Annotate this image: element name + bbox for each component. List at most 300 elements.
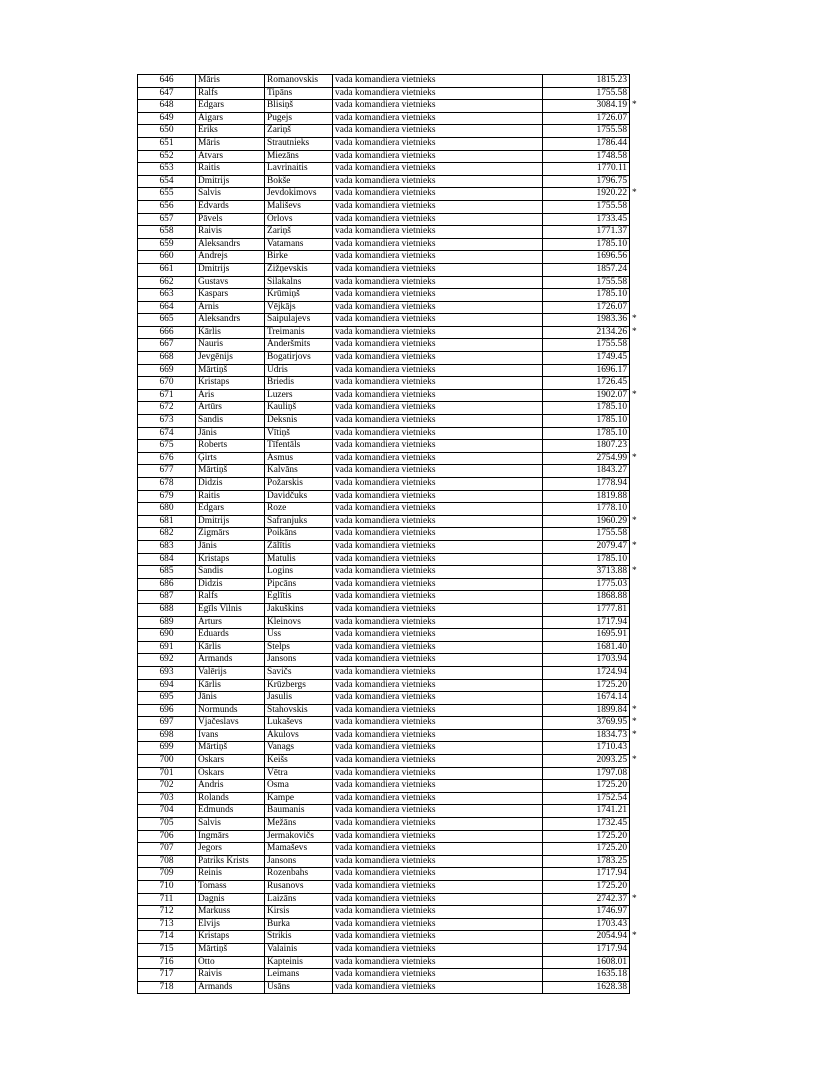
last-name-cell: Ūdris bbox=[265, 364, 333, 377]
last-name-cell: Mališevs bbox=[265, 200, 333, 213]
position-cell: vada komandiera vietnieks bbox=[333, 566, 543, 579]
position-cell: vada komandiera vietnieks bbox=[333, 956, 543, 969]
position-cell: vada komandiera vietnieks bbox=[333, 742, 543, 755]
position-cell: vada komandiera vietnieks bbox=[333, 415, 543, 428]
row-number-cell: 708 bbox=[138, 855, 196, 868]
table-row bbox=[138, 881, 644, 894]
last-name-cell: Pipcāns bbox=[265, 578, 333, 591]
position-cell: vada komandiera vietnieks bbox=[333, 75, 543, 88]
note-mark-cell bbox=[630, 503, 644, 516]
table-row bbox=[138, 150, 644, 163]
row-number-cell: 701 bbox=[138, 767, 196, 780]
note-mark-cell: * bbox=[632, 729, 637, 740]
salary-cell: 1755.58 bbox=[543, 200, 630, 213]
row-number-cell: 652 bbox=[138, 150, 196, 163]
table-row bbox=[138, 112, 644, 125]
position-cell: vada komandiera vietnieks bbox=[333, 969, 543, 982]
table-row bbox=[138, 200, 644, 213]
first-name-cell: Atvars bbox=[196, 150, 265, 163]
row-number-cell: 677 bbox=[138, 465, 196, 478]
salary-cell: 1752.54 bbox=[543, 792, 630, 805]
last-name-cell: Zālītis bbox=[265, 540, 333, 553]
position-cell: vada komandiera vietnieks bbox=[333, 641, 543, 654]
note-mark-cell bbox=[630, 528, 644, 541]
first-name-cell: Edvards bbox=[196, 200, 265, 213]
table-row bbox=[138, 503, 644, 516]
note-mark-cell bbox=[630, 629, 644, 642]
last-name-cell: Valainis bbox=[265, 943, 333, 956]
first-name-cell: Arturs bbox=[196, 616, 265, 629]
table-row bbox=[138, 981, 644, 994]
note-mark-cell bbox=[630, 679, 644, 692]
salary-cell: 1920.22 bbox=[543, 188, 630, 201]
last-name-cell: Vējkājs bbox=[265, 301, 333, 314]
note-mark-cell bbox=[630, 200, 644, 213]
last-name-cell: Stahovskis bbox=[265, 704, 333, 717]
first-name-cell: Andris bbox=[196, 780, 265, 793]
first-name-cell: Jānis bbox=[196, 692, 265, 705]
table-row bbox=[138, 969, 644, 982]
first-name-cell: Jegors bbox=[196, 843, 265, 856]
last-name-cell: Lavrinaitis bbox=[265, 163, 333, 176]
last-name-cell: Strikis bbox=[265, 931, 333, 944]
last-name-cell: Kapteinis bbox=[265, 956, 333, 969]
note-mark-cell: * bbox=[632, 326, 637, 337]
first-name-cell: Didzis bbox=[196, 478, 265, 491]
table-row bbox=[138, 805, 644, 818]
first-name-cell: Dmitrijs bbox=[196, 175, 265, 188]
table-row bbox=[138, 188, 644, 201]
first-name-cell: Kārlis bbox=[196, 326, 265, 339]
table-row bbox=[138, 301, 644, 314]
last-name-cell: Jansons bbox=[265, 654, 333, 667]
position-cell: vada komandiera vietnieks bbox=[333, 931, 543, 944]
last-name-cell: Mežāns bbox=[265, 818, 333, 831]
note-mark-cell bbox=[630, 263, 644, 276]
table-row bbox=[138, 742, 644, 755]
position-cell: vada komandiera vietnieks bbox=[333, 137, 543, 150]
note-mark-cell bbox=[630, 150, 644, 163]
first-name-cell: Vjačeslavs bbox=[196, 717, 265, 730]
last-name-cell: Osma bbox=[265, 780, 333, 793]
table-row bbox=[138, 251, 644, 264]
first-name-cell: Armands bbox=[196, 654, 265, 667]
table-row bbox=[138, 729, 644, 742]
last-name-cell: Asmus bbox=[265, 452, 333, 465]
first-name-cell: Kristaps bbox=[196, 553, 265, 566]
last-name-cell: Safranjuks bbox=[265, 515, 333, 528]
table-row bbox=[138, 780, 644, 793]
position-cell: vada komandiera vietnieks bbox=[333, 855, 543, 868]
table-row bbox=[138, 263, 644, 276]
first-name-cell: Roberts bbox=[196, 440, 265, 453]
row-number-cell: 700 bbox=[138, 755, 196, 768]
table-row bbox=[138, 528, 644, 541]
salary-cell: 1696.17 bbox=[543, 364, 630, 377]
salary-cell: 1703.43 bbox=[543, 918, 630, 931]
salary-cell: 1725.20 bbox=[543, 881, 630, 894]
first-name-cell: Ēriks bbox=[196, 125, 265, 138]
first-name-cell: Mārtiņš bbox=[196, 742, 265, 755]
position-cell: vada komandiera vietnieks bbox=[333, 692, 543, 705]
last-name-cell: Jermakovičs bbox=[265, 830, 333, 843]
row-number-cell: 660 bbox=[138, 251, 196, 264]
position-cell: vada komandiera vietnieks bbox=[333, 780, 543, 793]
position-cell: vada komandiera vietnieks bbox=[333, 654, 543, 667]
table-row bbox=[138, 603, 644, 616]
row-number-cell: 678 bbox=[138, 478, 196, 491]
position-cell: vada komandiera vietnieks bbox=[333, 805, 543, 818]
position-cell: vada komandiera vietnieks bbox=[333, 276, 543, 289]
last-name-cell: Silakalns bbox=[265, 276, 333, 289]
note-mark-cell bbox=[630, 591, 644, 604]
salary-cell: 1717.94 bbox=[543, 943, 630, 956]
table-row bbox=[138, 666, 644, 679]
note-mark-cell bbox=[630, 125, 644, 138]
note-mark-cell bbox=[630, 956, 644, 969]
row-number-cell: 687 bbox=[138, 591, 196, 604]
position-cell: vada komandiera vietnieks bbox=[333, 666, 543, 679]
table-row bbox=[138, 755, 644, 768]
salary-cell: 1807.23 bbox=[543, 440, 630, 453]
position-cell: vada komandiera vietnieks bbox=[333, 616, 543, 629]
note-mark-cell bbox=[630, 780, 644, 793]
salary-cell: 1785.10 bbox=[543, 427, 630, 440]
table-row bbox=[138, 591, 644, 604]
salary-cell: 1726.07 bbox=[543, 112, 630, 125]
last-name-cell: Bokše bbox=[265, 175, 333, 188]
last-name-cell: Krūzbergs bbox=[265, 679, 333, 692]
table-row bbox=[138, 339, 644, 352]
first-name-cell: Gustavs bbox=[196, 276, 265, 289]
salary-cell: 1783.25 bbox=[543, 855, 630, 868]
position-cell: vada komandiera vietnieks bbox=[333, 755, 543, 768]
last-name-cell: Kalvāns bbox=[265, 465, 333, 478]
note-mark-cell bbox=[630, 906, 644, 919]
note-mark-cell bbox=[630, 175, 644, 188]
table-row bbox=[138, 629, 644, 642]
row-number-cell: 683 bbox=[138, 540, 196, 553]
note-mark-cell: * bbox=[632, 704, 637, 715]
last-name-cell: Kirsis bbox=[265, 906, 333, 919]
note-mark-cell bbox=[630, 465, 644, 478]
note-mark-cell bbox=[630, 553, 644, 566]
note-mark-cell bbox=[630, 490, 644, 503]
row-number-cell: 710 bbox=[138, 881, 196, 894]
position-cell: vada komandiera vietnieks bbox=[333, 213, 543, 226]
position-cell: vada komandiera vietnieks bbox=[333, 717, 543, 730]
first-name-cell: Dagnis bbox=[196, 893, 265, 906]
salary-cell: 1868.88 bbox=[543, 591, 630, 604]
salary-cell: 1785.10 bbox=[543, 402, 630, 415]
row-number-cell: 682 bbox=[138, 528, 196, 541]
first-name-cell: Armands bbox=[196, 981, 265, 994]
note-mark-cell: * bbox=[632, 566, 637, 577]
salary-cell: 2134.26 bbox=[543, 326, 630, 339]
table-row bbox=[138, 377, 644, 390]
salary-cell: 1695.91 bbox=[543, 629, 630, 642]
salary-cell: 3084.19 bbox=[543, 100, 630, 113]
last-name-cell: Strautnieks bbox=[265, 137, 333, 150]
row-number-cell: 715 bbox=[138, 943, 196, 956]
table-row bbox=[138, 389, 644, 402]
position-cell: vada komandiera vietnieks bbox=[333, 818, 543, 831]
last-name-cell: Briedis bbox=[265, 377, 333, 390]
note-mark-cell bbox=[630, 918, 644, 931]
first-name-cell: Sandis bbox=[196, 415, 265, 428]
employee-table-body bbox=[138, 75, 644, 994]
table-row bbox=[138, 452, 644, 465]
note-mark-cell bbox=[630, 276, 644, 289]
first-name-cell: Kārlis bbox=[196, 641, 265, 654]
row-number-cell: 646 bbox=[138, 75, 196, 88]
salary-cell: 1902.07 bbox=[543, 389, 630, 402]
first-name-cell: Aleksandrs bbox=[196, 314, 265, 327]
table-row bbox=[138, 868, 644, 881]
table-row bbox=[138, 918, 644, 931]
table-row bbox=[138, 465, 644, 478]
salary-cell: 1681.40 bbox=[543, 641, 630, 654]
row-number-cell: 693 bbox=[138, 666, 196, 679]
row-number-cell: 714 bbox=[138, 931, 196, 944]
table-row bbox=[138, 818, 644, 831]
table-row bbox=[138, 843, 644, 856]
last-name-cell: Eglītis bbox=[265, 591, 333, 604]
first-name-cell: Didzis bbox=[196, 578, 265, 591]
row-number-cell: 669 bbox=[138, 364, 196, 377]
salary-cell: 1703.94 bbox=[543, 654, 630, 667]
row-number-cell: 672 bbox=[138, 402, 196, 415]
position-cell: vada komandiera vietnieks bbox=[333, 729, 543, 742]
table-row bbox=[138, 478, 644, 491]
table-row bbox=[138, 515, 644, 528]
position-cell: vada komandiera vietnieks bbox=[333, 352, 543, 365]
row-number-cell: 651 bbox=[138, 137, 196, 150]
note-mark-cell bbox=[630, 868, 644, 881]
note-mark-cell bbox=[630, 301, 644, 314]
first-name-cell: Ralfs bbox=[196, 87, 265, 100]
note-mark-cell bbox=[630, 137, 644, 150]
note-mark-cell bbox=[630, 364, 644, 377]
position-cell: vada komandiera vietnieks bbox=[333, 402, 543, 415]
salary-cell: 1777.81 bbox=[543, 603, 630, 616]
row-number-cell: 684 bbox=[138, 553, 196, 566]
first-name-cell: Raivis bbox=[196, 969, 265, 982]
last-name-cell: Matulis bbox=[265, 553, 333, 566]
note-mark-cell: * bbox=[632, 188, 637, 199]
table-row bbox=[138, 717, 644, 730]
salary-cell: 1755.58 bbox=[543, 125, 630, 138]
note-mark-cell bbox=[630, 75, 644, 88]
position-cell: vada komandiera vietnieks bbox=[333, 906, 543, 919]
note-mark-cell bbox=[630, 692, 644, 705]
salary-cell: 1785.10 bbox=[543, 238, 630, 251]
row-number-cell: 695 bbox=[138, 692, 196, 705]
position-cell: vada komandiera vietnieks bbox=[333, 326, 543, 339]
last-name-cell: Vētra bbox=[265, 767, 333, 780]
first-name-cell: Arnis bbox=[196, 301, 265, 314]
salary-cell: 1960.29 bbox=[543, 515, 630, 528]
salary-cell: 1726.07 bbox=[543, 301, 630, 314]
position-cell: vada komandiera vietnieks bbox=[333, 603, 543, 616]
salary-cell: 1746.97 bbox=[543, 906, 630, 919]
salary-cell: 2054.94 bbox=[543, 931, 630, 944]
last-name-cell: Pugejs bbox=[265, 112, 333, 125]
last-name-cell: Žižņevskis bbox=[265, 263, 333, 276]
row-number-cell: 681 bbox=[138, 515, 196, 528]
row-number-cell: 694 bbox=[138, 679, 196, 692]
last-name-cell: Treimanis bbox=[265, 326, 333, 339]
note-mark-cell bbox=[630, 981, 644, 994]
note-mark-cell bbox=[630, 352, 644, 365]
first-name-cell: Eduards bbox=[196, 629, 265, 642]
salary-cell: 1635.18 bbox=[543, 969, 630, 982]
salary-cell: 1724.94 bbox=[543, 666, 630, 679]
salary-cell: 1741.21 bbox=[543, 805, 630, 818]
first-name-cell: Normunds bbox=[196, 704, 265, 717]
note-mark-cell: * bbox=[632, 893, 637, 904]
row-number-cell: 673 bbox=[138, 415, 196, 428]
row-number-cell: 692 bbox=[138, 654, 196, 667]
row-number-cell: 663 bbox=[138, 289, 196, 302]
salary-cell: 1628.38 bbox=[543, 981, 630, 994]
table-row bbox=[138, 226, 644, 239]
table-row bbox=[138, 163, 644, 176]
last-name-cell: Mamaševs bbox=[265, 843, 333, 856]
salary-cell: 1696.56 bbox=[543, 251, 630, 264]
first-name-cell: Ivans bbox=[196, 729, 265, 742]
note-mark-cell: * bbox=[632, 515, 637, 526]
row-number-cell: 716 bbox=[138, 956, 196, 969]
last-name-cell: Uss bbox=[265, 629, 333, 642]
salary-cell: 1725.20 bbox=[543, 780, 630, 793]
note-mark-cell bbox=[630, 830, 644, 843]
salary-cell: 1775.03 bbox=[543, 578, 630, 591]
position-cell: vada komandiera vietnieks bbox=[333, 238, 543, 251]
note-mark-cell bbox=[630, 402, 644, 415]
salary-cell: 1717.94 bbox=[543, 616, 630, 629]
first-name-cell: Edmunds bbox=[196, 805, 265, 818]
last-name-cell: Jevdokimovs bbox=[265, 188, 333, 201]
last-name-cell: Luzers bbox=[265, 389, 333, 402]
salary-cell: 1725.20 bbox=[543, 679, 630, 692]
position-cell: vada komandiera vietnieks bbox=[333, 150, 543, 163]
row-number-cell: 718 bbox=[138, 981, 196, 994]
position-cell: vada komandiera vietnieks bbox=[333, 263, 543, 276]
row-number-cell: 680 bbox=[138, 503, 196, 516]
position-cell: vada komandiera vietnieks bbox=[333, 452, 543, 465]
last-name-cell: Stelps bbox=[265, 641, 333, 654]
first-name-cell: Reinis bbox=[196, 868, 265, 881]
salary-cell: 2079.47 bbox=[543, 540, 630, 553]
row-number-cell: 659 bbox=[138, 238, 196, 251]
first-name-cell: Salvis bbox=[196, 188, 265, 201]
table-row bbox=[138, 641, 644, 654]
position-cell: vada komandiera vietnieks bbox=[333, 188, 543, 201]
position-cell: vada komandiera vietnieks bbox=[333, 767, 543, 780]
last-name-cell: Leimans bbox=[265, 969, 333, 982]
last-name-cell: Zariņš bbox=[265, 226, 333, 239]
table-row bbox=[138, 440, 644, 453]
table-row bbox=[138, 352, 644, 365]
first-name-cell: Aigars bbox=[196, 112, 265, 125]
table-row bbox=[138, 100, 644, 113]
row-number-cell: 655 bbox=[138, 188, 196, 201]
position-cell: vada komandiera vietnieks bbox=[333, 427, 543, 440]
first-name-cell: Rolands bbox=[196, 792, 265, 805]
note-mark-cell: * bbox=[632, 389, 637, 400]
position-cell: vada komandiera vietnieks bbox=[333, 830, 543, 843]
salary-cell: 1726.45 bbox=[543, 377, 630, 390]
note-mark-cell bbox=[630, 603, 644, 616]
row-number-cell: 657 bbox=[138, 213, 196, 226]
first-name-cell: Jānis bbox=[196, 540, 265, 553]
row-number-cell: 674 bbox=[138, 427, 196, 440]
last-name-cell: Vanags bbox=[265, 742, 333, 755]
first-name-cell: Oskars bbox=[196, 767, 265, 780]
note-mark-cell bbox=[630, 818, 644, 831]
first-name-cell: Edgars bbox=[196, 503, 265, 516]
note-mark-cell: * bbox=[632, 452, 637, 463]
position-cell: vada komandiera vietnieks bbox=[333, 339, 543, 352]
last-name-cell: Usāns bbox=[265, 981, 333, 994]
row-number-cell: 664 bbox=[138, 301, 196, 314]
table-row bbox=[138, 893, 644, 906]
last-name-cell: Bogatirjovs bbox=[265, 352, 333, 365]
table-row bbox=[138, 276, 644, 289]
last-name-cell: Anderšmits bbox=[265, 339, 333, 352]
first-name-cell: Patriks Krists bbox=[196, 855, 265, 868]
row-number-cell: 688 bbox=[138, 603, 196, 616]
last-name-cell: Deksnis bbox=[265, 415, 333, 428]
salary-cell: 1717.94 bbox=[543, 868, 630, 881]
position-cell: vada komandiera vietnieks bbox=[333, 440, 543, 453]
note-mark-cell bbox=[630, 87, 644, 100]
first-name-cell: Kristaps bbox=[196, 931, 265, 944]
first-name-cell: Nauris bbox=[196, 339, 265, 352]
last-name-cell: Keišs bbox=[265, 755, 333, 768]
first-name-cell: Raitis bbox=[196, 163, 265, 176]
last-name-cell: Roze bbox=[265, 503, 333, 516]
table-row bbox=[138, 540, 644, 553]
note-mark-cell bbox=[630, 427, 644, 440]
position-cell: vada komandiera vietnieks bbox=[333, 843, 543, 856]
salary-cell: 1755.58 bbox=[543, 339, 630, 352]
table-row bbox=[138, 137, 644, 150]
note-mark-cell bbox=[630, 578, 644, 591]
position-cell: vada komandiera vietnieks bbox=[333, 704, 543, 717]
first-name-cell: Salvis bbox=[196, 818, 265, 831]
note-mark-cell: * bbox=[632, 314, 637, 325]
salary-cell: 1733.45 bbox=[543, 213, 630, 226]
position-cell: vada komandiera vietnieks bbox=[333, 943, 543, 956]
salary-cell: 1857.24 bbox=[543, 263, 630, 276]
salary-cell: 1749.45 bbox=[543, 352, 630, 365]
first-name-cell: Ralfs bbox=[196, 591, 265, 604]
row-number-cell: 670 bbox=[138, 377, 196, 390]
salary-cell: 1755.58 bbox=[543, 276, 630, 289]
table-row bbox=[138, 704, 644, 717]
position-cell: vada komandiera vietnieks bbox=[333, 881, 543, 894]
row-number-cell: 650 bbox=[138, 125, 196, 138]
row-number-cell: 686 bbox=[138, 578, 196, 591]
row-number-cell: 699 bbox=[138, 742, 196, 755]
table-row bbox=[138, 931, 644, 944]
last-name-cell: Poikāns bbox=[265, 528, 333, 541]
row-number-cell: 705 bbox=[138, 818, 196, 831]
position-cell: vada komandiera vietnieks bbox=[333, 125, 543, 138]
salary-cell: 1748.58 bbox=[543, 150, 630, 163]
